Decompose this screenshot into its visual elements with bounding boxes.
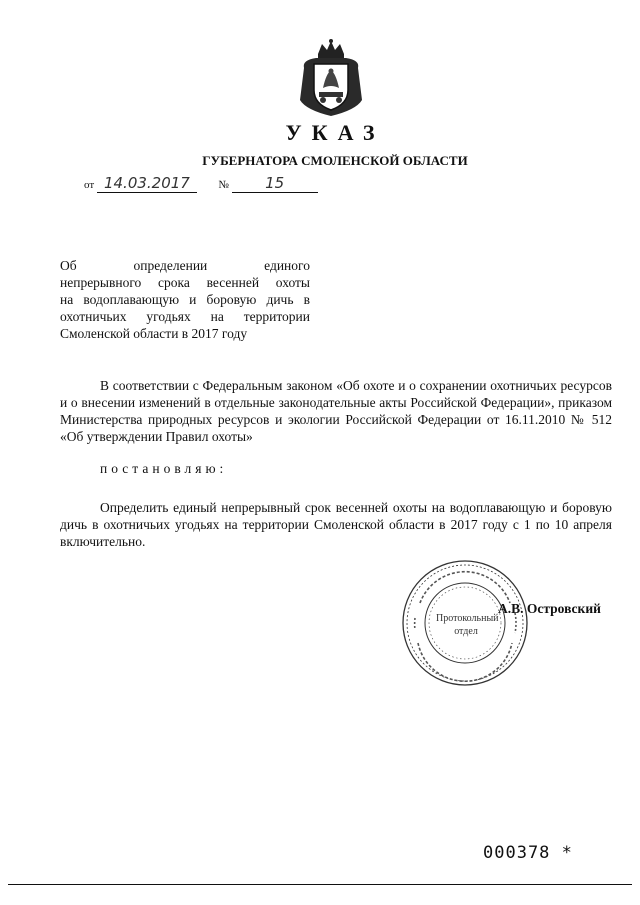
date-number-line <box>84 174 318 193</box>
document-number: 000378 * <box>483 843 573 863</box>
coat-of-arms-icon <box>296 38 366 120</box>
stamp-center-text: Протокольный отдел <box>436 613 499 637</box>
footer-divider <box>8 884 632 885</box>
date-prefix: от <box>84 179 95 191</box>
document-title: УКАЗ <box>285 120 385 145</box>
decree-word: постановляю: <box>100 461 228 476</box>
decree-body-paragraph: Определить единый непрерывный срок весенней охоты на водоплавающую и боровую дичь в охотничьих угодьях на территории Смоленской области в 2017 году с 1 по 10 апреля включительно. <box>60 500 612 549</box>
preamble-paragraph: В соответствии с Федеральным законом «Об охоте и о сохранении охотничьих ресурсов и о внесении изменений в отдельные законодательные акты Российской Федерации», приказом Министерства природных ресурсов и экологии Российской Федерации от 16.11.2010 № 512 «Об утверждении Правил охоты» <box>60 378 612 444</box>
date-value: 14.03.2017 <box>97 174 197 193</box>
subject-line: Смоленской области в 2017 году <box>60 326 248 341</box>
document-subtitle: ГУБЕРНАТОРА СМОЛЕНСКОЙ ОБЛАСТИ <box>202 153 468 168</box>
subject-line: Об определении единого <box>60 258 310 273</box>
subject-line: на водоплавающую и боровую дичь в <box>60 292 310 307</box>
subject-line: непрерывного срока весенней охоты <box>60 275 310 290</box>
number-prefix: № <box>218 179 229 191</box>
subject-line: охотничьих угодьях на территории <box>60 309 310 324</box>
signer-name: А.В. Островский <box>498 601 601 616</box>
number-value: 15 <box>232 174 318 193</box>
document-subject <box>60 257 310 342</box>
